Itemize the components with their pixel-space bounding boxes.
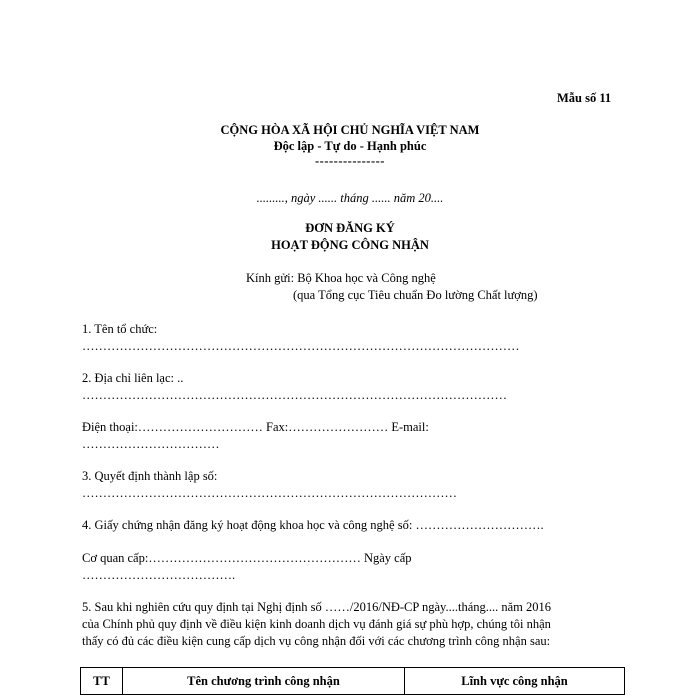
- column-header-program-name: Tên chương trình công nhận: [123, 668, 405, 695]
- address-dots: …………………………………………………………………………………………: [82, 388, 507, 402]
- recognition-programs-table: [80, 667, 625, 695]
- phone-fax-email-line: Điện thoại:………………………… Fax:…………………… E-mail:: [82, 420, 429, 434]
- decision-label: 3. Quyết định thành lập số:: [82, 469, 218, 483]
- item5-line1: 5. Sau khi nghiên cứu quy định tại Nghị định số ……/2016/NĐ-CP ngày....tháng.... năm 2016: [82, 600, 552, 614]
- motto: Độc lập - Tự do - Hạnh phúc: [273, 139, 427, 153]
- column-header-tt: TT: [81, 668, 123, 695]
- recipient-line1: Kính gửi: Bộ Khoa học và Công nghệ: [246, 271, 436, 285]
- item5-line3: thấy có đủ các điều kiện cung cấp dịch vụ công nhận đối với các chương trình công nhận sau:: [82, 634, 551, 648]
- decision-dots: ………………………………………………………………………………: [82, 486, 457, 500]
- certificate-line: 4. Giấy chứng nhận đăng ký hoạt động khoa học và công nghệ số: ………………………….: [82, 518, 544, 532]
- date-line: ........., ngày ...... tháng ...... năm 20....: [256, 191, 444, 205]
- org-name-label: 1. Tên tổ chức:: [82, 322, 158, 336]
- table-header-row: [81, 668, 625, 695]
- country-heading: CỘNG HÒA XÃ HỘI CHỦ NGHĨA VIỆT NAM: [220, 123, 480, 137]
- form-title-line2: HOẠT ĐỘNG CÔNG NHẬN: [271, 238, 429, 252]
- item5-line2: của Chính phủ quy định về điều kiện kinh doanh dịch vụ đánh giá sự phù hợp, chúng tôi nhận: [82, 617, 551, 631]
- issuer-line: Cơ quan cấp:…………………………………………… Ngày cấp: [82, 551, 412, 565]
- form-number: Mẫu số 11: [557, 91, 612, 105]
- address-label: 2. Địa chỉ liên lạc: ..: [82, 371, 184, 385]
- issuer-dots: ……………………………….: [82, 568, 236, 582]
- form-title-line1: ĐƠN ĐĂNG KÝ: [305, 221, 395, 235]
- column-header-field: Lĩnh vực công nhận: [405, 668, 625, 695]
- phone-fax-email-dots: ……………………………: [82, 437, 220, 451]
- recipient-line2: (qua Tổng cục Tiêu chuẩn Đo lường Chất lượng): [293, 288, 538, 302]
- header-separator: ---------------: [315, 154, 385, 168]
- org-name-dots: ……………………………………………………………………………………………: [82, 339, 520, 353]
